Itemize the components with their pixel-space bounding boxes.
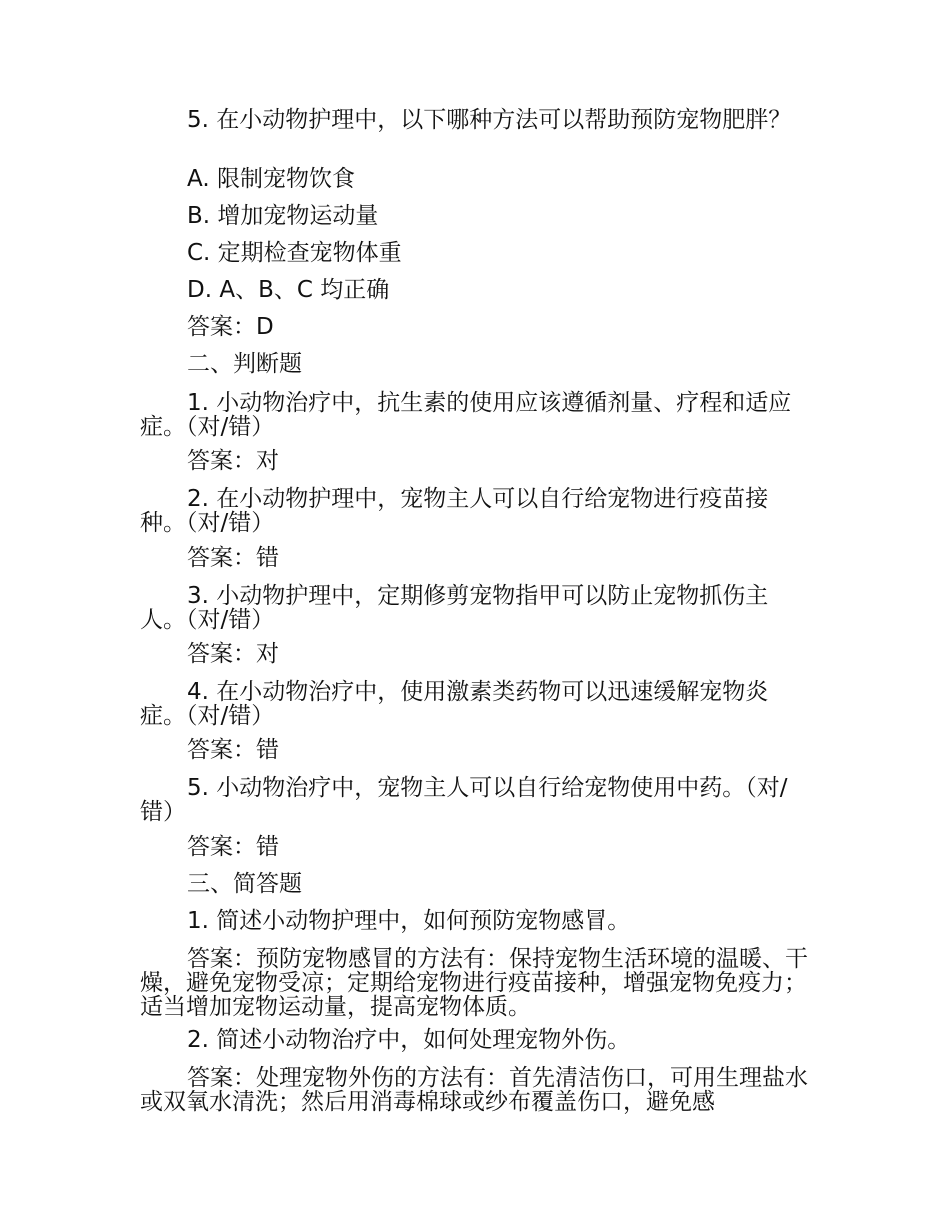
- section-heading-short-answer: 三、简答题: [187, 871, 302, 897]
- short-answer-question-2: 2. 简述小动物治疗中，如何处理宠物外伤。: [187, 1027, 631, 1053]
- option-a: A. 限制宠物饮食: [187, 166, 355, 192]
- section-heading-true-false: 二、判断题: [187, 351, 302, 377]
- short-answer-2-answer: 答案：处理宠物外伤的方法有：首先清洁伤口，可用生理盐水或双氧水清洗；然后用消毒棉球或纱布覆盖伤口，避免感: [140, 1065, 808, 1115]
- short-answer-question-1: 1. 简述小动物护理中，如何预防宠物感冒。: [187, 908, 631, 934]
- option-d: D. A、B、C 均正确: [187, 277, 390, 303]
- option-c: C. 定期检查宠物体重: [187, 240, 402, 266]
- judgment-question-2: 2. 在小动物护理中，宠物主人可以自行给宠物进行疫苗接种。（对/错）: [140, 486, 769, 536]
- answer-text: 答案：错: [187, 545, 279, 571]
- judgment-question-5: 5. 小动物治疗中，宠物主人可以自行给宠物使用中药。（对/错）: [140, 775, 788, 825]
- answer-text: 答案：对: [187, 448, 279, 474]
- short-answer-1-answer: 答案：预防宠物感冒的方法有：保持宠物生活环境的温暖、干燥，避免宠物受凉；定期给宠物进行疫苗接种，增强宠物免疫力；适当增加宠物运动量，提高宠物体质。: [140, 946, 808, 1020]
- judgment-question-1: 1. 小动物治疗中，抗生素的使用应该遵循剂量、疗程和适应症。（对/错）: [140, 390, 792, 440]
- answer-text: 答案：错: [187, 834, 279, 860]
- judgment-question-4: 4. 在小动物治疗中，使用激素类药物可以迅速缓解宠物炎症。（对/错）: [140, 679, 769, 729]
- answer-text: 答案：D: [187, 314, 274, 340]
- option-b: B. 增加宠物运动量: [187, 203, 379, 229]
- judgment-question-3: 3. 小动物护理中，定期修剪宠物指甲可以防止宠物抓伤主人。（对/错）: [140, 583, 769, 633]
- answer-text: 答案：错: [187, 737, 279, 763]
- question-5-prompt: 5. 在小动物护理中，以下哪种方法可以帮助预防宠物肥胖？: [187, 107, 792, 133]
- answer-text: 答案：对: [187, 641, 279, 667]
